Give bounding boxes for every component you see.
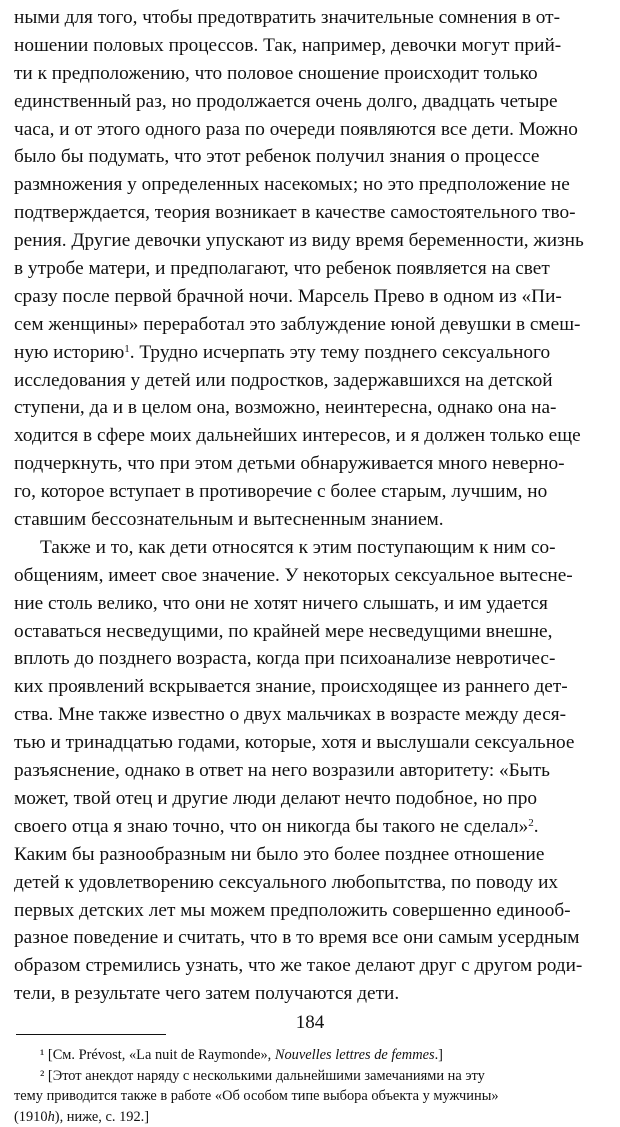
footnote-ref: 2 (528, 816, 534, 829)
line-text: подтверждается, теория возникает в качестве самостоятельного тво- (14, 202, 576, 224)
line-text: Также и то, как дети относятся к этим поступающим к ним со- (40, 536, 556, 558)
line-text: единственный раз, но продолжается очень долго, двадцать четыре (14, 90, 558, 112)
line-text: сразу после первой брачной ночи. Марсель Прево в одном из «Пи- (14, 285, 562, 307)
text-line (14, 255, 608, 283)
line-text: ² [Этот анекдот наряду с несколькими дальнейшими замечаниями на эту (40, 1067, 485, 1084)
line-text: образом стремились узнать, что же такое делают друг с другом роди- (14, 955, 583, 977)
text-line (14, 32, 608, 60)
line-text: ными для того, чтобы предотвратить значительные сомнения в от- (14, 7, 561, 28)
text-line (14, 339, 608, 367)
line-text: ких проявлений вскрывается знание, происходящее из раннего дет- (14, 676, 568, 698)
text-line (14, 283, 608, 311)
line-text: го, которое вступает в противоречие с более старым, лучшим, но (14, 481, 548, 503)
text-line (14, 757, 608, 785)
line-text: разъяснение, однако в ответ на него возразили авторитету: «Быть (14, 760, 550, 782)
line-text: подчеркнуть, что при этом детьми обнаруживается много неверно- (14, 453, 565, 475)
text-line (14, 841, 608, 869)
line-text-tail: . Трудно исчерпать эту тему позднего сексуального (129, 341, 551, 363)
line-text: ную историю (14, 341, 125, 363)
text-line (14, 701, 608, 729)
text-line (14, 143, 608, 171)
line-text: общениям, имеет свое значение. У некоторых сексуальное вытесне- (14, 564, 573, 586)
text-line (14, 171, 608, 199)
text-line (14, 590, 608, 618)
line-text: тью и тринадцатью годами, которые, хотя и выслушали сексуальное (14, 732, 575, 754)
text-line (14, 813, 608, 841)
line-text: (1910 (14, 1108, 48, 1125)
text-line (14, 422, 608, 450)
text-line (14, 450, 608, 478)
line-text: вплоть до позднего возраста, когда при психоанализе невротичес- (14, 648, 556, 670)
line-text: тему приводится также в работе «Об особом типе выбора объекта у мужчины» (14, 1088, 499, 1105)
text-line (14, 478, 608, 506)
line-text: ходится в сфере моих дальнейших интересов, и я должен только еще (14, 425, 581, 447)
line-text: ти к предположению, что половое сношение происходит только (14, 62, 538, 84)
line-text-tail: ), ниже, с. 192.] (54, 1108, 150, 1125)
line-text: ношении половых процессов. Так, например, девочки могут прий- (14, 34, 562, 56)
text-line (14, 645, 608, 673)
line-text: ние столь велико, что они не хотят ничего слышать, и им удается (14, 592, 548, 614)
line-text: детей к удовлетворению сексуального любопытства, по поводу их (14, 871, 559, 893)
line-text: тели, в результате чего затем получаются дети. (14, 983, 400, 1005)
line-text: рения. Другие девочки упускают из виду время беременности, жизнь (14, 230, 584, 252)
text-line (14, 60, 608, 88)
text-line (14, 729, 608, 757)
text-line (14, 199, 608, 227)
text-line (14, 506, 608, 534)
line-text: может, твой отец и другие люди делают нечто подобное, но про (14, 787, 537, 809)
footnote-line (14, 1107, 608, 1127)
text-line (14, 785, 608, 813)
italic-text: Nouvelles lettres de femmes (274, 1047, 435, 1064)
text-line (14, 924, 608, 952)
text-line (14, 4, 608, 32)
footnote-line (14, 1066, 608, 1087)
text-line (14, 116, 608, 144)
footnote-line (14, 1086, 608, 1107)
line-text: сем женщины» переработал это заблуждение юной девушки в смеш- (14, 313, 581, 335)
text-line (14, 980, 608, 1008)
italic-text: h (47, 1108, 55, 1125)
line-text-tail: .] (434, 1047, 443, 1064)
page-number: 184 (295, 1012, 325, 1033)
body-text (14, 4, 608, 1008)
text-line (14, 952, 608, 980)
text-line (14, 897, 608, 925)
footnotes (14, 1045, 608, 1127)
footnote-separator (16, 1034, 166, 1035)
text-line (14, 618, 608, 646)
text-line (14, 673, 608, 701)
line-text: часа, и от этого одного раза по очереди появляются все дети. Можно (14, 118, 578, 140)
line-text: первых детских лет мы можем предположить совершенно единооб- (14, 899, 571, 921)
line-text: Каким бы разнообразным ни было это более позднее отношение (14, 843, 545, 865)
text-line (14, 367, 608, 395)
footnote-ref: 1 (124, 342, 130, 355)
line-text: ставшим бессознательным и вытесненным знанием. (14, 509, 444, 531)
line-text: ства. Мне также известно о двух мальчиках в возрасте между деся- (14, 704, 567, 726)
line-text-tail: . (533, 815, 539, 837)
footnote-line (14, 1045, 608, 1066)
text-line (14, 227, 608, 255)
line-text: своего отца я знаю точно, что он никогда бы такого не сделал» (14, 815, 529, 837)
text-line (14, 562, 608, 590)
line-text: ступени, да и в целом она, возможно, неинтересна, однако она на- (14, 397, 557, 419)
text-line (14, 534, 608, 562)
line-text: размножения у определенных насекомых; но это предположение не (14, 174, 570, 196)
text-line (14, 869, 608, 897)
text-line (14, 88, 608, 116)
line-text: исследования у детей или подростков, задержавшихся на детской (14, 369, 553, 391)
line-text: ¹ [См. Prévost, «La nuit de Raymonde», (40, 1047, 275, 1064)
line-text: оставаться несведущими, по крайней мере несведущими внешне, (14, 620, 553, 642)
text-line (14, 311, 608, 339)
line-text: разное поведение и считать, что в то время все они самым усердным (14, 927, 580, 949)
line-text: в утробе матери, и предполагают, что ребенок появляется на свет (14, 258, 550, 280)
text-line (14, 394, 608, 422)
line-text: было бы подумать, что этот ребенок получил знания о процессе (14, 146, 540, 168)
